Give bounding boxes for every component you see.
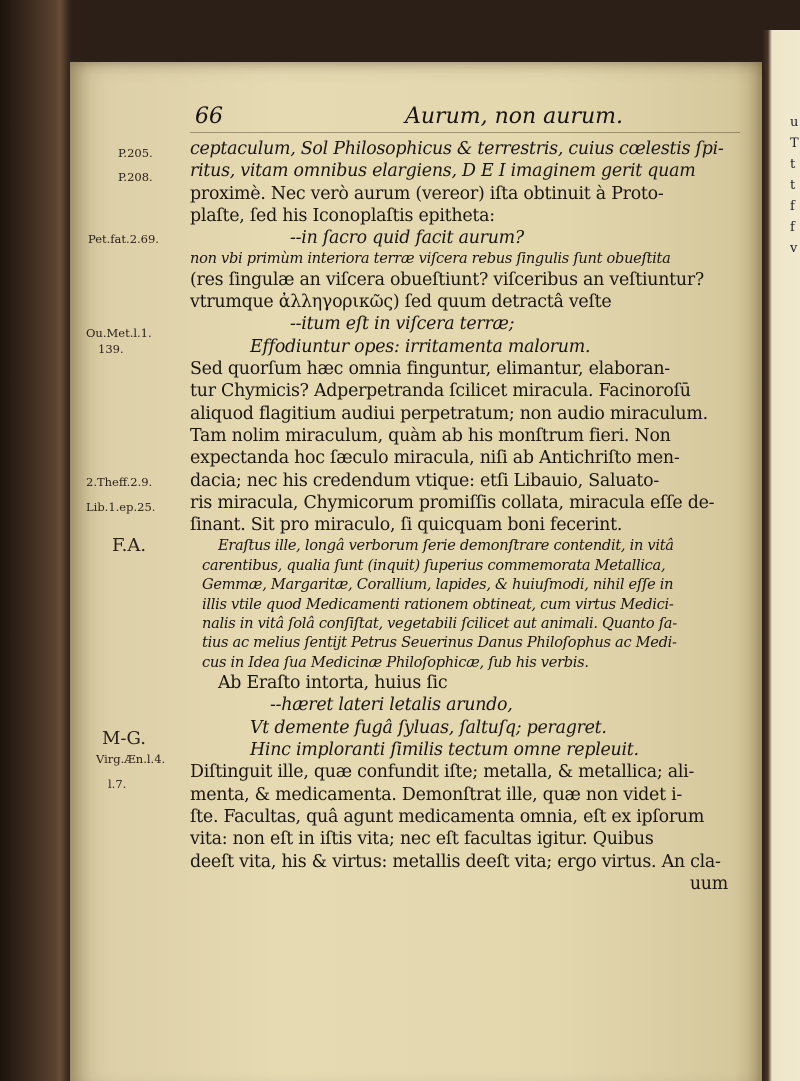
margin-note: 139.: [98, 342, 124, 356]
text-line: ſinant. Sit pro miraculo, ſi quicquam boni fecerint.: [190, 515, 623, 536]
margin-note: P.205.: [118, 146, 153, 160]
text-line: Gemmæ, Margaritæ, Corallium, lapides, & huiuſmodi, nihil eſſe in: [202, 576, 674, 594]
text-line: menta, & medicamenta. Demonſtrat ille, quæ non videt i-: [190, 784, 683, 805]
margin-note: F.A.: [112, 535, 147, 556]
text-line: Sed quorſum hæc omnia finguntur, elimantur, elaboran-: [190, 359, 670, 380]
text-line: --itum eſt in viſcera terræ;: [290, 314, 515, 335]
edge-letter: v: [790, 241, 798, 256]
edge-letter: t: [790, 178, 796, 193]
text-line: carentibus, qualia ſunt (inquit) ſuperius commemorata Metallica,: [202, 556, 666, 574]
margin-notes: [0, 0, 190, 1081]
margin-note: P.208.: [118, 170, 153, 184]
margin-note: Lib.1.ep.25.: [86, 500, 156, 514]
text-line: vtrumque ἀλληγορικῶς) ſed quum detractâ veſte: [190, 292, 612, 313]
text-line: Eraſtus ille, longâ verborum ſerie demonſtrare contendit, in vitâ: [218, 537, 674, 555]
margin-note: 2.Theff.2.9.: [86, 475, 153, 489]
text-line: ritus, vitam omnibus elargiens, D E I imaginem gerit quam: [190, 161, 696, 182]
text-line: Effodiuntur opes: irritamenta malorum.: [250, 336, 591, 357]
text-line: deeſt vita, his & virtus: metallis deeſt vita; ergo virtus. An cla-: [190, 851, 721, 872]
margin-note: M-G.: [102, 728, 146, 749]
text-line: ſte. Facultas, quâ agunt medicamenta omnia, eſt ex ipſorum: [190, 806, 705, 827]
body-text: [190, 138, 750, 895]
running-title: Aurum, non aurum.: [405, 104, 623, 129]
edge-letter: T: [790, 136, 799, 151]
text-line: dacia; nec his credendum vtique: etſi Libauio, Saluato-: [190, 470, 659, 491]
edge-letter: f: [790, 220, 795, 235]
text-line: --hæret lateri letalis arundo,: [270, 695, 513, 716]
text-line: non vbi primùm interiora terræ viſcera rebus ſingulis ſunt obueſtita: [190, 250, 671, 268]
text-line: Tam nolim miraculum, quàm ab his monſtrum fieri. Non: [190, 425, 671, 446]
text-line: (res ſingulæ an viſcera obueſtiunt? viſceribus an veſtiuntur?: [190, 269, 704, 290]
text-line: cus in Idea ſua Medicinæ Philoſophicæ, ſub his verbis.: [202, 653, 589, 671]
page-number: 66: [195, 104, 223, 129]
text-line: plaſte, ſed his Iconoplaſtis epitheta:: [190, 205, 495, 226]
text-line: uum: [689, 873, 728, 894]
margin-note: Pet.fat.2.69.: [88, 232, 159, 246]
text-line: Ab Eraſto intorta, huius ſic: [218, 673, 448, 694]
header-rule: [190, 132, 740, 133]
margin-note: l.7.: [108, 777, 127, 791]
text-line: ceptaculum, Sol Philosophicus & terrestris, cuius cœlestis ſpi-: [190, 139, 724, 159]
text-line: tius ac melius ſentijt Petrus Seuerinus Danus Philoſophus ac Medi-: [202, 634, 677, 652]
text-line: Diſtinguit ille, quæ confundit iſte; metalla, & metallica; ali-: [190, 762, 695, 783]
text-line: illis vtile quod Medicamenti rationem obtineat, cum virtus Medici-: [202, 595, 674, 613]
text-line: vita: non eſt in iſtis vita; nec eſt facultas igitur. Quibus: [190, 829, 654, 850]
edge-letter: u: [790, 115, 799, 130]
edge-letter: f: [790, 199, 795, 214]
text-line: expectanda hoc ſæculo miracula, niſi ab Antichriſto men-: [190, 448, 680, 469]
text-line: nalis in vitâ ſolâ conſiſtat, vegetabili ſcilicet aut animali. Quanto ſa-: [202, 615, 677, 632]
text-line: Vt demente fugâ ſyluas, ſaltuſq; peragret.: [250, 717, 607, 738]
text-line: --in ſacro quid facit aurum?: [290, 228, 524, 249]
facing-page-letters: [790, 112, 800, 259]
text-line: aliquod flagitium audiui perpetratum; non audio miraculum.: [190, 403, 708, 424]
text-line: tur Chymicis? Adperpetranda ſcilicet miracula. Facinoroſū: [190, 381, 691, 402]
text-line: Hinc imploranti ſimilis tectum omne repleuit.: [250, 740, 639, 761]
margin-note: Virg.Æn.l.4.: [96, 752, 166, 766]
text-line: proximè. Nec verò aurum (vereor) iſta obtinuit à Proto-: [190, 183, 664, 204]
edge-letter: t: [790, 157, 796, 172]
margin-note: Ou.Met.l.1.: [86, 326, 152, 340]
text-line: ris miracula, Chymicorum promiſſis collata, miracula eſſe de-: [190, 492, 715, 513]
